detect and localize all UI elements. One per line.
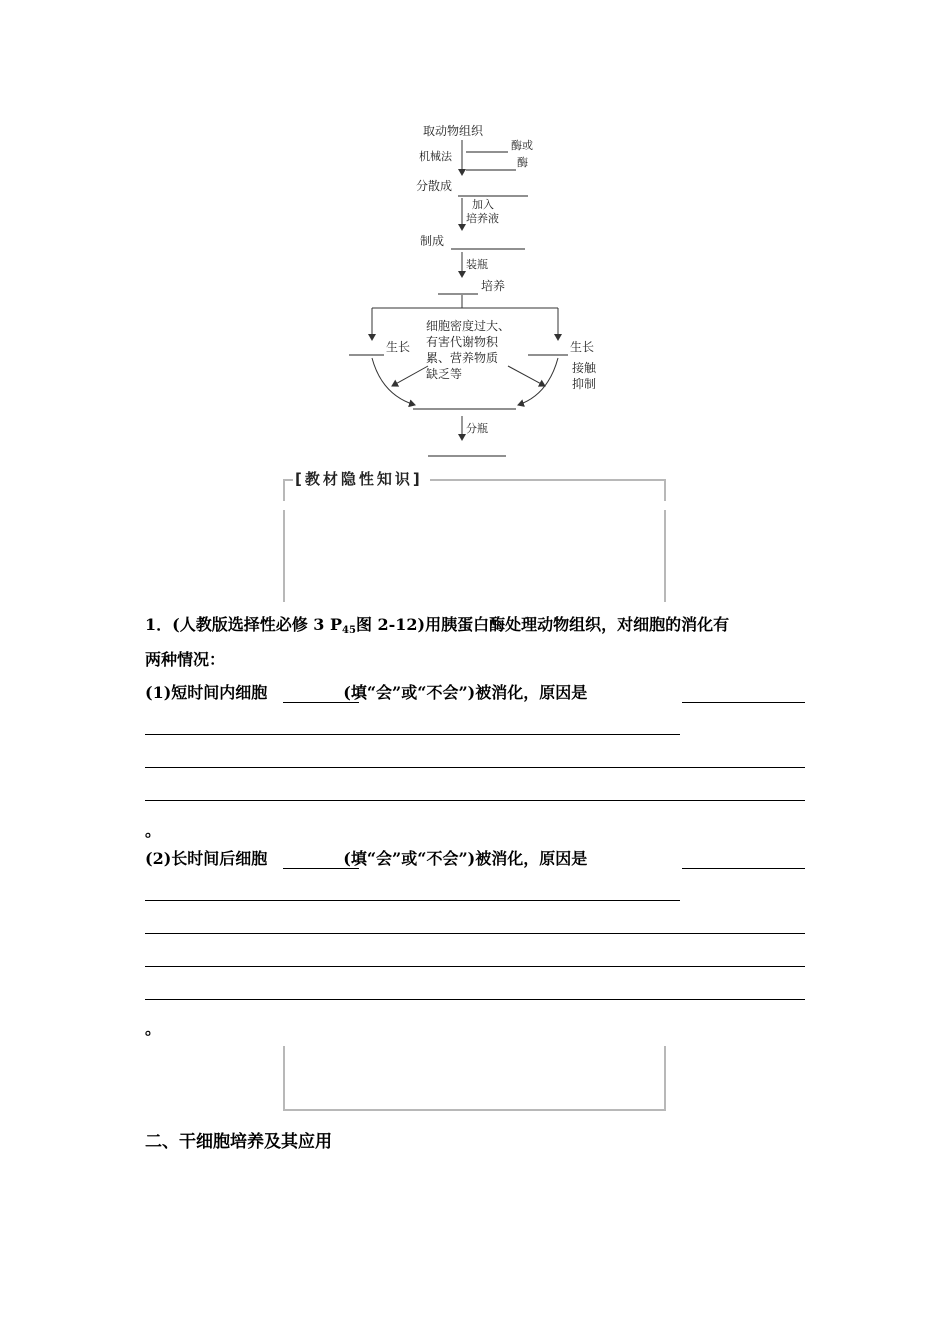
answer-blank[interactable]	[145, 933, 805, 934]
flow-mechanical: 机械法	[419, 150, 452, 163]
part2-end-period: 。	[145, 1019, 162, 1038]
frame-bottom-right	[664, 1046, 666, 1111]
flow-middle-line: 缺乏等	[426, 367, 463, 381]
flow-add2: 培养液	[466, 212, 499, 225]
flow-middle-line: 有害代谢物积	[426, 335, 499, 349]
frame-corner-right	[664, 479, 666, 501]
flow-split: 分瓶	[466, 422, 488, 435]
flow-contact-line: 抑制	[572, 377, 597, 391]
flow-curve-arrow	[372, 358, 415, 405]
part1-line: (1)短时间内细胞 (填“会”或“不会”)被消化，原因是	[145, 683, 588, 702]
part1-end-period: 。	[145, 821, 162, 840]
section-title: 二、干细胞培养及其应用	[145, 1132, 332, 1152]
frame-side-right	[664, 510, 666, 602]
flow-disperse: 分散成	[416, 179, 453, 193]
flow-growth-right: 生长	[570, 340, 595, 354]
flow-middle-line: 细胞密度过大、	[426, 319, 511, 333]
flow-arrow	[508, 366, 545, 386]
answer-blank[interactable]	[145, 966, 805, 967]
flow-add1: 加入	[472, 198, 494, 211]
part2-fill-blank[interactable]	[283, 868, 359, 869]
question-line-1: 1．(人教版选择性必修 3 $P_{45}$图 2-12)用胰蛋白酶处理动物组织，对细胞的消化有	[145, 615, 730, 636]
flow-bottle: 装瓶	[466, 258, 488, 271]
cell-culture-flowchart	[0, 0, 950, 470]
answer-blank[interactable]	[145, 999, 805, 1000]
frame-bottom-left	[283, 1046, 285, 1111]
flow-start: 取动物组织	[423, 124, 484, 138]
frame-top-line	[430, 479, 666, 481]
flow-growth-left: 生长	[386, 340, 411, 354]
answer-blank[interactable]	[682, 702, 805, 703]
flow-make: 制成	[420, 234, 445, 248]
frame-side-left	[283, 510, 285, 602]
part1-fill-blank[interactable]	[283, 702, 359, 703]
answer-blank[interactable]	[682, 868, 805, 869]
flow-enzyme2: 酶	[517, 156, 528, 169]
answer-blank[interactable]	[145, 900, 680, 901]
answer-blank[interactable]	[145, 767, 805, 768]
flow-contact-line: 接触	[572, 361, 597, 375]
frame-corner-left	[283, 479, 285, 501]
flow-arrow	[392, 366, 428, 386]
flow-middle-line: 累、营养物质	[426, 351, 499, 365]
part2-line: (2)长时间后细胞 (填“会”或“不会”)被消化，原因是	[145, 849, 588, 868]
frame-title: [教材隐性知识]	[295, 470, 423, 488]
flow-culture: 培养	[481, 279, 506, 293]
answer-blank[interactable]	[145, 734, 680, 735]
flow-curve-arrow	[518, 358, 558, 405]
frame-bottom-line	[283, 1109, 666, 1111]
answer-blank[interactable]	[145, 800, 805, 801]
flow-enzyme1: 酶或	[511, 139, 533, 152]
question-line-2: 两种情况：	[145, 650, 226, 669]
